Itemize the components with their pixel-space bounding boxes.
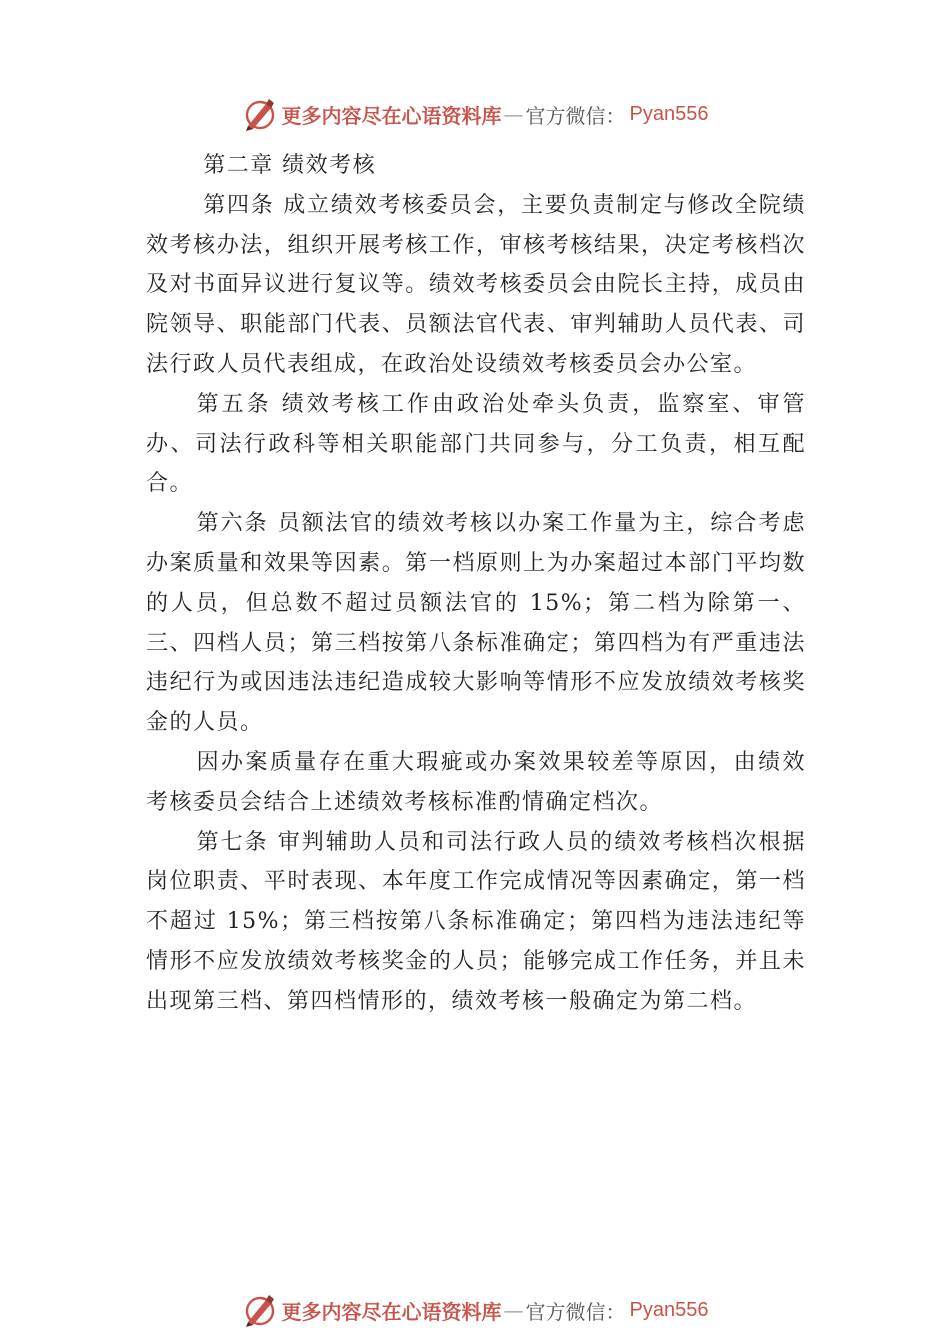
article-5: 第五条 绩效考核工作由政治处牵头负责，监察室、审管办、司法行政科等相关职能部门共同参与，分工负责，相互配合。 bbox=[146, 391, 806, 497]
banner-official-label: 官方微信： bbox=[525, 103, 626, 128]
banner-text bbox=[282, 1296, 709, 1325]
article-6: 第六条 员额法官的绩效考核以办案工作量为主，综合考虑办案质量和效果等因素。第一档原则上为办案超过本部门平均数的人员，但总数不超过员额法官的 15%；第二档为除第一、三、四档人员；第三档按第八条标准确定；第四档为有严重违法违纪行为或因违法违纪造成较大影响等情形不应发放绩效考核奖金的人员。 bbox=[146, 511, 806, 736]
banner-official-label: 官方微信： bbox=[525, 1299, 626, 1324]
article-7: 第七条 审判辅助人员和司法行政人员的绩效考核档次根据岗位职责、平时表现、本年度工作完成情况等因素确定，第一档不超过 15%；第三档按第八条标准确定；第四档为违法违纪等情形不应发放绩效考核奖金的人员；能够完成工作任务，并且未出现第三档、第四档情形的，绩效考核一般确定为第二档。 bbox=[146, 829, 806, 1014]
banner-dash: — bbox=[503, 1298, 524, 1322]
pen-logo-icon bbox=[242, 1292, 278, 1328]
banner-wechat-id: Pyan556 bbox=[629, 1298, 709, 1321]
banner-main-text: 更多内容尽在心语资料库 bbox=[281, 103, 502, 128]
header-banner bbox=[0, 94, 950, 134]
footer-banner bbox=[0, 1290, 950, 1330]
article-4: 第四条 成立绩效考核委员会，主要负责制定与修改全院绩效考核办法，组织开展考核工作，审核考核结果，决定考核档次及对书面异议进行复议等。绩效考核委员会由院长主持，成员由院领导、职能部门代表、员额法官代表、审判辅助人员代表、司法行政人员代表组成，在政治处设绩效考核委员会办公室。 bbox=[146, 192, 806, 377]
article-6-note: 因办案质量存在重大瑕疵或办案效果较差等原因，由绩效考核委员会结合上述绩效考核标准酌情确定档次。 bbox=[146, 749, 806, 815]
chapter-title: 第二章 绩效考核 bbox=[203, 153, 377, 178]
banner-text bbox=[282, 100, 709, 129]
pen-logo-icon bbox=[242, 96, 278, 132]
banner-main-text: 更多内容尽在心语资料库 bbox=[281, 1299, 502, 1324]
banner-dash: — bbox=[503, 102, 524, 126]
document-body bbox=[146, 146, 806, 1022]
banner-wechat-id: Pyan556 bbox=[629, 102, 709, 125]
